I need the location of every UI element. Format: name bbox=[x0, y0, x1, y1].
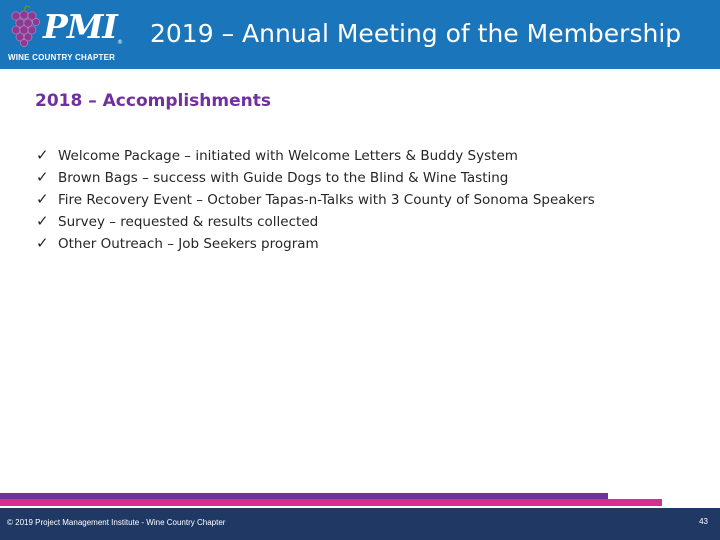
list-item bbox=[36, 166, 595, 188]
checkmark-icon: ✓ bbox=[36, 190, 49, 208]
list-item bbox=[36, 188, 595, 210]
chapter-name: WINE COUNTRY CHAPTER bbox=[8, 53, 116, 62]
list-item-text: Survey – requested & results collected bbox=[58, 214, 319, 230]
list-item-text: Brown Bags – success with Guide Dogs to the Blind & Wine Tasting bbox=[58, 170, 509, 186]
pmi-wordmark: PMI bbox=[43, 7, 117, 46]
list-item-text: Fire Recovery Event – October Tapas-n-Talks with 3 County of Sonoma Speakers bbox=[58, 192, 595, 208]
registered-mark: ® bbox=[117, 39, 123, 46]
slide-title: 2019 – Annual Meeting of the Membership bbox=[150, 19, 682, 48]
list-item-text: Other Outreach – Job Seekers program bbox=[58, 236, 319, 252]
section-heading: 2018 – Accomplishments bbox=[35, 91, 271, 111]
checkmark-icon: ✓ bbox=[36, 146, 49, 164]
checkmark-icon: ✓ bbox=[36, 234, 49, 252]
accomplishments-list bbox=[36, 144, 595, 254]
checkmark-icon: ✓ bbox=[36, 168, 49, 186]
footer-stripe-pink bbox=[0, 499, 662, 506]
header-banner bbox=[0, 0, 720, 69]
footer-copyright: © 2019 Project Management Institute - Wine Country Chapter bbox=[7, 518, 226, 527]
pmi-logo bbox=[7, 5, 125, 65]
list-item-text: Welcome Package – initiated with Welcome Letters & Buddy System bbox=[58, 148, 518, 164]
list-item bbox=[36, 232, 595, 254]
grapes-icon bbox=[7, 5, 43, 49]
list-item bbox=[36, 210, 595, 232]
page-number: 43 bbox=[699, 517, 708, 526]
list-item bbox=[36, 144, 595, 166]
checkmark-icon: ✓ bbox=[36, 212, 49, 230]
